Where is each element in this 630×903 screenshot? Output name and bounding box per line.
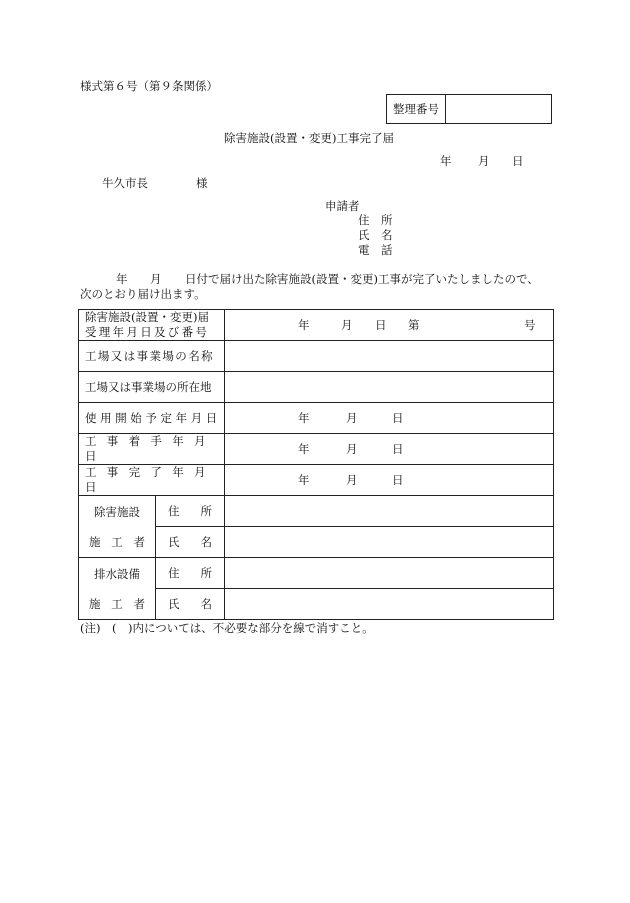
table-row-construction-complete <box>79 465 554 496</box>
abatement-contractor-address-value[interactable] <box>225 496 554 527</box>
drainage-contractor-address-label: 住 所 <box>156 558 225 589</box>
table-row-abatement-contractor-address <box>79 496 554 527</box>
table-row-facility-name <box>79 341 554 372</box>
applicant-name-label: 氏 名 <box>358 228 393 242</box>
date-day: 日 <box>512 154 524 168</box>
table-row-construction-start <box>79 434 554 465</box>
applicant-address-label: 住 所 <box>358 213 393 227</box>
facility-location-label: 工場又は事業場の所在地 <box>79 372 225 403</box>
applicant-heading: 申請者 <box>325 199 360 213</box>
facility-name-value[interactable] <box>225 341 554 372</box>
body-text-line1: 日付で届け出た除害施設(設置・変更)工事が完了いたしましたので、 <box>185 272 539 286</box>
construction-complete-label: 工事完了年月日 <box>79 465 225 496</box>
drainage-contractor-label: 排水設備 施 工 者 <box>79 558 156 620</box>
construction-start-label: 工事着手年月日 <box>79 434 225 465</box>
table-row-facility-location <box>79 372 554 403</box>
construction-start-date[interactable]: 年 月 日 <box>225 434 554 465</box>
drainage-contractor-address-value[interactable] <box>225 558 554 589</box>
reference-number-label: 整理番号 <box>387 95 446 123</box>
start-of-use-date[interactable]: 年 月 日 <box>225 403 554 434</box>
date-year: 年 <box>440 154 452 168</box>
table-row-acceptance <box>79 310 554 341</box>
addressee-honorific: 様 <box>196 176 208 190</box>
acceptance-date-number[interactable]: 年 月 日 第 号 <box>225 310 554 341</box>
footnote: (注) ( )内については、不必要な部分を線で消すこと。 <box>80 621 374 635</box>
drainage-contractor-name-value[interactable] <box>225 589 554 620</box>
applicant-phone-label: 電 話 <box>358 243 393 257</box>
abatement-contractor-address-label: 住 所 <box>156 496 225 527</box>
start-of-use-label: 使用開始予定年月日 <box>79 403 225 434</box>
table-row-drainage-contractor-address <box>79 558 554 589</box>
reference-number-field[interactable] <box>446 95 551 123</box>
reference-number-box <box>386 94 552 124</box>
abatement-contractor-label: 除害施設 施 工 者 <box>79 496 156 558</box>
report-table <box>78 309 554 620</box>
addressee-name: 牛久市長 <box>102 176 148 190</box>
body-text-line2: 次のとおり届け出ます。 <box>80 287 206 301</box>
page-title: 除害施設(設置・変更)工事完了届 <box>224 131 394 145</box>
acceptance-label: 除害施設(設置・変更)届 受理年月日及び番号 <box>79 310 225 341</box>
abatement-contractor-name-label: 氏 名 <box>156 527 225 558</box>
date-month: 月 <box>478 154 490 168</box>
form-number: 様式第６号（第９条関係） <box>80 79 218 93</box>
table-row-start-of-use <box>79 403 554 434</box>
facility-name-label: 工場又は事業場の名称 <box>79 341 225 372</box>
construction-complete-date[interactable]: 年 月 日 <box>225 465 554 496</box>
body-month: 月 <box>150 272 162 286</box>
abatement-contractor-name-value[interactable] <box>225 527 554 558</box>
body-year: 年 <box>116 272 128 286</box>
facility-location-value[interactable] <box>225 372 554 403</box>
drainage-contractor-name-label: 氏 名 <box>156 589 225 620</box>
